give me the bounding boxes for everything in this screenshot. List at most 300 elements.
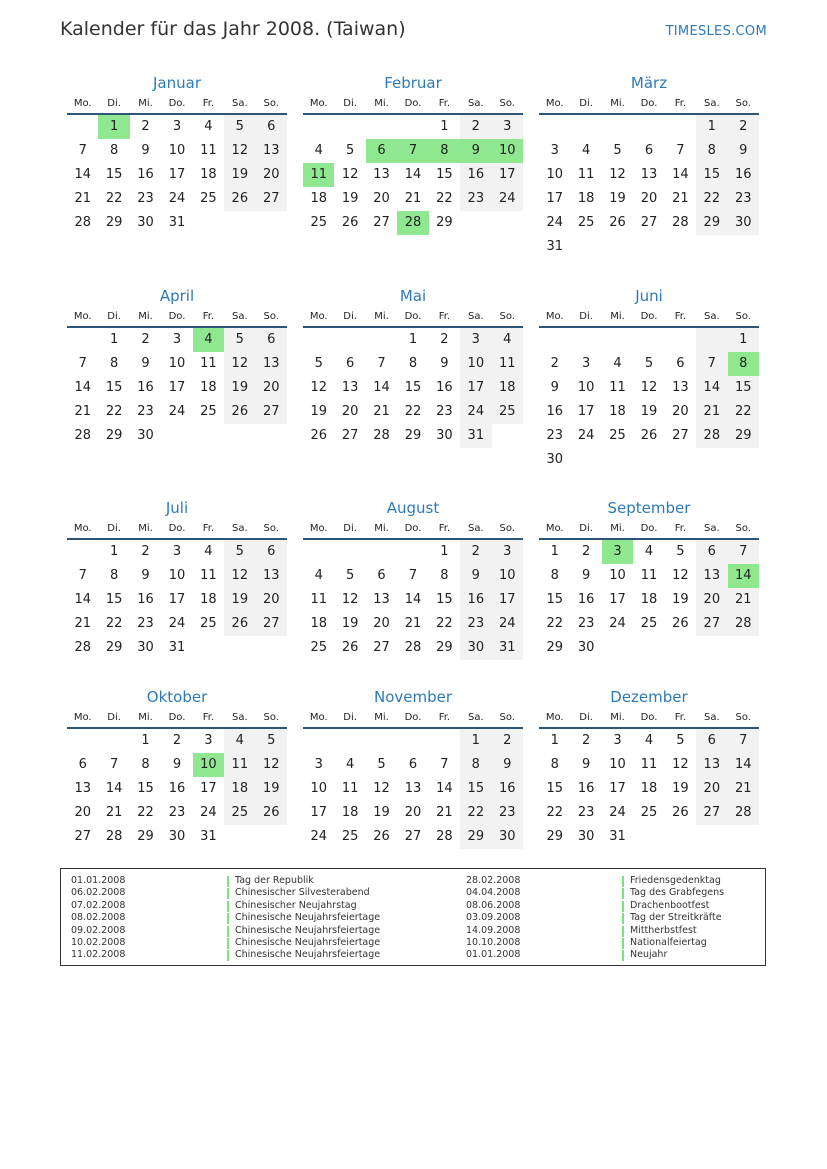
day-cell[interactable]: 12 <box>310 380 327 395</box>
day-cell[interactable]: 28 <box>74 640 91 655</box>
brand-link[interactable]: TIMESLES.COM <box>665 24 767 39</box>
day-cell[interactable]: 13 <box>373 167 390 182</box>
day-cell[interactable]: 16 <box>546 404 563 419</box>
day-cell[interactable]: 12 <box>373 781 390 796</box>
day-cell[interactable]: 18 <box>577 191 595 206</box>
day-cell[interactable]: 10 <box>168 568 186 583</box>
day-cell[interactable]: 17 <box>168 592 186 607</box>
day-cell[interactable]: 9 <box>581 757 591 772</box>
day-cell[interactable]: 9 <box>581 568 591 583</box>
day-cell[interactable]: 2 <box>728 115 759 139</box>
day-cell[interactable]: 1 <box>109 332 119 347</box>
day-cell[interactable]: 26 <box>341 215 359 230</box>
day-cell[interactable]: 15 <box>105 167 123 182</box>
day-cell[interactable]: 23 <box>577 805 595 820</box>
day-cell[interactable]: 21 <box>696 400 727 424</box>
day-cell[interactable]: 24 <box>168 191 186 206</box>
day-cell[interactable]: 15 <box>696 163 727 187</box>
day-cell[interactable]: 1 <box>98 115 129 139</box>
day-cell[interactable]: 22 <box>436 191 453 206</box>
day-cell[interactable]: 25 <box>640 805 658 820</box>
day-cell[interactable]: 25 <box>640 616 658 631</box>
day-cell[interactable]: 30 <box>546 452 563 467</box>
day-cell[interactable]: 16 <box>577 781 595 796</box>
day-cell[interactable]: 12 <box>224 139 255 163</box>
day-cell[interactable]: 24 <box>609 805 626 820</box>
day-cell[interactable]: 22 <box>404 404 422 419</box>
day-cell[interactable]: 25 <box>200 404 217 419</box>
day-cell[interactable]: 2 <box>492 729 523 753</box>
day-cell[interactable]: 29 <box>696 211 727 235</box>
day-cell[interactable]: 7 <box>408 568 418 583</box>
day-cell[interactable]: 18 <box>224 777 255 801</box>
day-cell[interactable]: 29 <box>546 640 563 655</box>
day-cell[interactable]: 8 <box>728 352 759 376</box>
day-cell[interactable]: 14 <box>728 564 759 588</box>
day-cell[interactable]: 12 <box>341 592 359 607</box>
day-cell[interactable]: 23 <box>137 616 154 631</box>
day-cell[interactable]: 10 <box>492 139 523 163</box>
day-cell[interactable]: 16 <box>137 167 154 182</box>
day-cell[interactable]: 12 <box>609 167 626 182</box>
day-cell[interactable]: 14 <box>696 376 727 400</box>
day-cell[interactable]: 6 <box>696 540 727 564</box>
day-cell[interactable]: 26 <box>640 428 658 443</box>
day-cell[interactable]: 6 <box>78 757 87 772</box>
day-cell[interactable]: 1 <box>440 119 449 134</box>
day-cell[interactable]: 30 <box>460 636 491 660</box>
day-cell[interactable]: 4 <box>613 356 622 371</box>
day-cell[interactable]: 31 <box>168 640 186 655</box>
day-cell[interactable]: 4 <box>644 544 654 559</box>
day-cell[interactable]: 8 <box>550 757 559 772</box>
day-cell[interactable]: 31 <box>609 829 626 844</box>
day-cell[interactable]: 24 <box>546 215 563 230</box>
day-cell[interactable]: 9 <box>492 753 523 777</box>
day-cell[interactable]: 16 <box>137 380 154 395</box>
day-cell[interactable]: 27 <box>672 428 689 443</box>
day-cell[interactable]: 25 <box>200 191 217 206</box>
day-cell[interactable]: 13 <box>256 139 287 163</box>
day-cell[interactable]: 2 <box>550 356 559 371</box>
day-cell[interactable]: 11 <box>224 753 255 777</box>
day-cell[interactable]: 14 <box>74 592 91 607</box>
day-cell[interactable]: 12 <box>341 167 359 182</box>
day-cell[interactable]: 1 <box>550 733 559 748</box>
day-cell[interactable]: 3 <box>172 544 182 559</box>
day-cell[interactable]: 30 <box>577 829 595 844</box>
day-cell[interactable]: 6 <box>676 356 685 371</box>
day-cell[interactable]: 6 <box>696 729 727 753</box>
day-cell[interactable]: 28 <box>74 428 91 443</box>
day-cell[interactable]: 11 <box>200 568 217 583</box>
day-cell[interactable]: 1 <box>550 544 559 559</box>
day-cell[interactable]: 13 <box>74 781 91 796</box>
day-cell[interactable]: 17 <box>546 191 563 206</box>
day-cell[interactable]: 18 <box>341 805 359 820</box>
day-cell[interactable]: 13 <box>672 380 689 395</box>
day-cell[interactable]: 9 <box>728 139 759 163</box>
day-cell[interactable]: 1 <box>440 544 449 559</box>
day-cell[interactable]: 17 <box>577 404 595 419</box>
day-cell[interactable]: 27 <box>256 400 287 424</box>
day-cell[interactable]: 10 <box>310 781 327 796</box>
day-cell[interactable]: 21 <box>728 588 759 612</box>
day-cell[interactable]: 22 <box>696 187 727 211</box>
day-cell[interactable]: 8 <box>109 143 119 158</box>
day-cell[interactable]: 14 <box>74 380 91 395</box>
day-cell[interactable]: 17 <box>168 167 186 182</box>
day-cell[interactable]: 13 <box>341 380 359 395</box>
day-cell[interactable]: 9 <box>141 568 150 583</box>
day-cell[interactable]: 6 <box>256 115 287 139</box>
day-cell[interactable]: 22 <box>728 400 759 424</box>
day-cell[interactable]: 19 <box>672 781 689 796</box>
day-cell[interactable]: 27 <box>404 829 422 844</box>
day-cell[interactable]: 19 <box>224 376 255 400</box>
day-cell[interactable]: 26 <box>341 640 359 655</box>
day-cell[interactable]: 26 <box>224 187 255 211</box>
day-cell[interactable]: 5 <box>345 568 355 583</box>
day-cell[interactable]: 21 <box>672 191 689 206</box>
day-cell[interactable]: 29 <box>436 640 453 655</box>
day-cell[interactable]: 16 <box>460 163 491 187</box>
day-cell[interactable]: 11 <box>310 592 327 607</box>
day-cell[interactable]: 31 <box>168 215 186 230</box>
day-cell[interactable]: 26 <box>609 215 626 230</box>
day-cell[interactable]: 25 <box>310 640 327 655</box>
day-cell[interactable]: 22 <box>105 404 123 419</box>
day-cell[interactable]: 30 <box>436 428 453 443</box>
day-cell[interactable]: 5 <box>644 356 654 371</box>
day-cell[interactable]: 27 <box>341 428 359 443</box>
day-cell[interactable]: 7 <box>696 352 727 376</box>
day-cell[interactable]: 27 <box>640 215 658 230</box>
day-cell[interactable]: 23 <box>577 616 595 631</box>
day-cell[interactable]: 15 <box>546 592 563 607</box>
day-cell[interactable]: 8 <box>141 757 150 772</box>
day-cell[interactable]: 1 <box>109 544 119 559</box>
day-cell[interactable]: 25 <box>492 400 523 424</box>
day-cell[interactable]: 30 <box>728 211 759 235</box>
day-cell[interactable]: 21 <box>105 805 123 820</box>
day-cell[interactable]: 18 <box>310 191 327 206</box>
day-cell[interactable]: 29 <box>105 215 123 230</box>
day-cell[interactable]: 1 <box>696 115 727 139</box>
day-cell[interactable]: 15 <box>436 592 453 607</box>
day-cell[interactable]: 15 <box>404 380 422 395</box>
day-cell[interactable]: 9 <box>440 356 449 371</box>
day-cell[interactable]: 21 <box>436 805 453 820</box>
day-cell[interactable]: 2 <box>581 544 591 559</box>
day-cell[interactable]: 19 <box>373 805 390 820</box>
day-cell[interactable]: 16 <box>577 592 595 607</box>
day-cell[interactable]: 29 <box>105 428 123 443</box>
day-cell[interactable]: 8 <box>109 356 119 371</box>
day-cell[interactable]: 16 <box>137 592 154 607</box>
day-cell[interactable]: 30 <box>492 825 523 849</box>
day-cell[interactable]: 30 <box>137 428 154 443</box>
day-cell[interactable]: 17 <box>609 781 626 796</box>
day-cell[interactable]: 30 <box>577 640 595 655</box>
day-cell[interactable]: 4 <box>193 328 224 352</box>
day-cell[interactable]: 19 <box>256 777 287 801</box>
day-cell[interactable]: 23 <box>460 187 491 211</box>
day-cell[interactable]: 26 <box>672 805 689 820</box>
day-cell[interactable]: 4 <box>204 119 213 134</box>
day-cell[interactable]: 21 <box>74 404 91 419</box>
day-cell[interactable]: 1 <box>408 332 418 347</box>
day-cell[interactable]: 9 <box>141 356 150 371</box>
day-cell[interactable]: 7 <box>377 356 386 371</box>
day-cell[interactable]: 20 <box>256 376 287 400</box>
day-cell[interactable]: 12 <box>224 352 255 376</box>
day-cell[interactable]: 23 <box>436 404 453 419</box>
day-cell[interactable]: 23 <box>460 612 491 636</box>
day-cell[interactable]: 14 <box>74 167 91 182</box>
day-cell[interactable]: 21 <box>404 616 422 631</box>
day-cell[interactable]: 11 <box>200 143 217 158</box>
day-cell[interactable]: 7 <box>440 757 449 772</box>
day-cell[interactable]: 16 <box>492 777 523 801</box>
day-cell[interactable]: 13 <box>640 167 658 182</box>
day-cell[interactable]: 14 <box>672 167 689 182</box>
day-cell[interactable]: 18 <box>640 781 658 796</box>
day-cell[interactable]: 11 <box>492 352 523 376</box>
day-cell[interactable]: 3 <box>602 540 633 564</box>
day-cell[interactable]: 3 <box>172 119 182 134</box>
day-cell[interactable]: 25 <box>224 801 255 825</box>
day-cell[interactable]: 24 <box>168 616 186 631</box>
day-cell[interactable]: 7 <box>728 729 759 753</box>
day-cell[interactable]: 26 <box>373 829 390 844</box>
day-cell[interactable]: 24 <box>492 612 523 636</box>
day-cell[interactable]: 23 <box>728 187 759 211</box>
day-cell[interactable]: 23 <box>168 805 186 820</box>
day-cell[interactable]: 18 <box>640 592 658 607</box>
day-cell[interactable]: 3 <box>204 733 213 748</box>
day-cell[interactable]: 3 <box>314 757 323 772</box>
day-cell[interactable]: 4 <box>644 733 654 748</box>
day-cell[interactable]: 23 <box>137 404 154 419</box>
day-cell[interactable]: 16 <box>728 163 759 187</box>
day-cell[interactable]: 6 <box>366 139 397 163</box>
day-cell[interactable]: 16 <box>460 588 491 612</box>
day-cell[interactable]: 15 <box>105 380 123 395</box>
day-cell[interactable]: 11 <box>640 568 658 583</box>
day-cell[interactable]: 28 <box>728 801 759 825</box>
day-cell[interactable]: 25 <box>310 215 327 230</box>
day-cell[interactable]: 27 <box>373 640 390 655</box>
day-cell[interactable]: 4 <box>581 143 591 158</box>
day-cell[interactable]: 18 <box>200 592 217 607</box>
day-cell[interactable]: 24 <box>577 428 595 443</box>
day-cell[interactable]: 1 <box>141 733 150 748</box>
day-cell[interactable]: 6 <box>256 540 287 564</box>
day-cell[interactable]: 17 <box>200 781 217 796</box>
day-cell[interactable]: 16 <box>168 781 186 796</box>
day-cell[interactable]: 30 <box>137 640 154 655</box>
day-cell[interactable]: 7 <box>109 757 119 772</box>
day-cell[interactable]: 29 <box>404 428 422 443</box>
day-cell[interactable]: 17 <box>492 163 523 187</box>
day-cell[interactable]: 10 <box>168 356 186 371</box>
day-cell[interactable]: 14 <box>373 380 390 395</box>
day-cell[interactable]: 20 <box>672 404 689 419</box>
day-cell[interactable]: 4 <box>345 757 355 772</box>
day-cell[interactable]: 21 <box>74 616 91 631</box>
day-cell[interactable]: 24 <box>168 404 186 419</box>
day-cell[interactable]: 29 <box>546 829 563 844</box>
day-cell[interactable]: 18 <box>200 380 217 395</box>
day-cell[interactable]: 5 <box>613 143 622 158</box>
day-cell[interactable]: 3 <box>550 143 559 158</box>
day-cell[interactable]: 18 <box>492 376 523 400</box>
day-cell[interactable]: 23 <box>137 191 154 206</box>
day-cell[interactable]: 20 <box>640 191 658 206</box>
day-cell[interactable]: 14 <box>404 592 422 607</box>
day-cell[interactable]: 22 <box>546 616 563 631</box>
day-cell[interactable]: 26 <box>672 616 689 631</box>
day-cell[interactable]: 19 <box>341 616 359 631</box>
day-cell[interactable]: 20 <box>696 588 727 612</box>
day-cell[interactable]: 10 <box>168 143 186 158</box>
day-cell[interactable]: 17 <box>168 380 186 395</box>
day-cell[interactable]: 17 <box>310 805 327 820</box>
day-cell[interactable]: 2 <box>141 544 150 559</box>
day-cell[interactable]: 7 <box>676 143 685 158</box>
day-cell[interactable]: 11 <box>200 356 217 371</box>
day-cell[interactable]: 6 <box>345 356 355 371</box>
day-cell[interactable]: 27 <box>74 829 91 844</box>
day-cell[interactable]: 18 <box>310 616 327 631</box>
day-cell[interactable]: 3 <box>172 332 182 347</box>
day-cell[interactable]: 27 <box>373 215 390 230</box>
day-cell[interactable]: 2 <box>460 115 491 139</box>
day-cell[interactable]: 20 <box>256 588 287 612</box>
day-cell[interactable]: 28 <box>105 829 123 844</box>
day-cell[interactable]: 13 <box>696 753 727 777</box>
day-cell[interactable]: 27 <box>696 801 727 825</box>
day-cell[interactable]: 6 <box>644 143 654 158</box>
day-cell[interactable]: 13 <box>256 352 287 376</box>
day-cell[interactable]: 1 <box>460 729 491 753</box>
day-cell[interactable]: 28 <box>672 215 689 230</box>
day-cell[interactable]: 3 <box>492 540 523 564</box>
day-cell[interactable]: 24 <box>460 400 491 424</box>
day-cell[interactable]: 31 <box>460 424 491 448</box>
day-cell[interactable]: 12 <box>672 757 689 772</box>
day-cell[interactable]: 25 <box>609 428 626 443</box>
day-cell[interactable]: 27 <box>256 612 287 636</box>
day-cell[interactable]: 15 <box>546 781 563 796</box>
day-cell[interactable]: 21 <box>728 777 759 801</box>
day-cell[interactable]: 17 <box>460 376 491 400</box>
day-cell[interactable]: 10 <box>609 568 626 583</box>
day-cell[interactable]: 29 <box>137 829 154 844</box>
day-cell[interactable]: 27 <box>696 612 727 636</box>
day-cell[interactable]: 28 <box>404 640 422 655</box>
day-cell[interactable]: 18 <box>609 404 626 419</box>
day-cell[interactable]: 4 <box>492 328 523 352</box>
day-cell[interactable]: 5 <box>345 143 355 158</box>
day-cell[interactable]: 2 <box>141 119 150 134</box>
day-cell[interactable]: 30 <box>168 829 186 844</box>
day-cell[interactable]: 21 <box>74 191 91 206</box>
day-cell[interactable]: 8 <box>550 568 559 583</box>
day-cell[interactable]: 15 <box>137 781 154 796</box>
day-cell[interactable]: 16 <box>436 380 453 395</box>
day-cell[interactable]: 26 <box>224 612 255 636</box>
day-cell[interactable]: 5 <box>377 757 386 772</box>
day-cell[interactable]: 21 <box>404 191 422 206</box>
day-cell[interactable]: 20 <box>404 805 422 820</box>
day-cell[interactable]: 5 <box>224 115 255 139</box>
day-cell[interactable]: 11 <box>640 757 658 772</box>
day-cell[interactable]: 26 <box>224 400 255 424</box>
day-cell[interactable]: 24 <box>492 187 523 211</box>
day-cell[interactable]: 7 <box>397 139 428 163</box>
day-cell[interactable]: 4 <box>204 544 213 559</box>
day-cell[interactable]: 19 <box>640 404 658 419</box>
day-cell[interactable]: 28 <box>74 215 91 230</box>
day-cell[interactable]: 12 <box>640 380 658 395</box>
day-cell[interactable]: 22 <box>105 191 123 206</box>
day-cell[interactable]: 11 <box>303 163 334 187</box>
day-cell[interactable]: 24 <box>310 829 327 844</box>
day-cell[interactable]: 11 <box>577 167 595 182</box>
day-cell[interactable]: 28 <box>373 428 390 443</box>
day-cell[interactable]: 20 <box>373 616 390 631</box>
day-cell[interactable]: 9 <box>550 380 559 395</box>
day-cell[interactable]: 8 <box>696 139 727 163</box>
day-cell[interactable]: 20 <box>696 777 727 801</box>
day-cell[interactable]: 2 <box>141 332 150 347</box>
day-cell[interactable]: 25 <box>577 215 595 230</box>
day-cell[interactable]: 21 <box>373 404 390 419</box>
day-cell[interactable]: 3 <box>581 356 591 371</box>
day-cell[interactable]: 14 <box>436 781 453 796</box>
day-cell[interactable]: 11 <box>609 380 626 395</box>
day-cell[interactable]: 9 <box>141 143 150 158</box>
day-cell[interactable]: 13 <box>404 781 422 796</box>
day-cell[interactable]: 23 <box>546 428 563 443</box>
day-cell[interactable]: 12 <box>256 753 287 777</box>
day-cell[interactable]: 6 <box>377 568 386 583</box>
day-cell[interactable]: 18 <box>200 167 217 182</box>
day-cell[interactable]: 28 <box>696 424 727 448</box>
day-cell[interactable]: 31 <box>200 829 217 844</box>
day-cell[interactable]: 20 <box>341 404 359 419</box>
day-cell[interactable]: 15 <box>728 376 759 400</box>
day-cell[interactable]: 5 <box>224 540 255 564</box>
day-cell[interactable]: 13 <box>696 564 727 588</box>
day-cell[interactable]: 3 <box>613 733 622 748</box>
day-cell[interactable]: 4 <box>224 729 255 753</box>
day-cell[interactable]: 3 <box>492 115 523 139</box>
day-cell[interactable]: 29 <box>728 424 759 448</box>
day-cell[interactable]: 9 <box>460 564 491 588</box>
day-cell[interactable]: 22 <box>105 616 123 631</box>
day-cell[interactable]: 15 <box>460 777 491 801</box>
day-cell[interactable]: 14 <box>728 753 759 777</box>
day-cell[interactable]: 20 <box>373 191 390 206</box>
day-cell[interactable]: 11 <box>341 781 359 796</box>
day-cell[interactable]: 20 <box>256 163 287 187</box>
day-cell[interactable]: 7 <box>78 356 87 371</box>
day-cell[interactable]: 2 <box>440 332 449 347</box>
day-cell[interactable]: 10 <box>193 753 224 777</box>
